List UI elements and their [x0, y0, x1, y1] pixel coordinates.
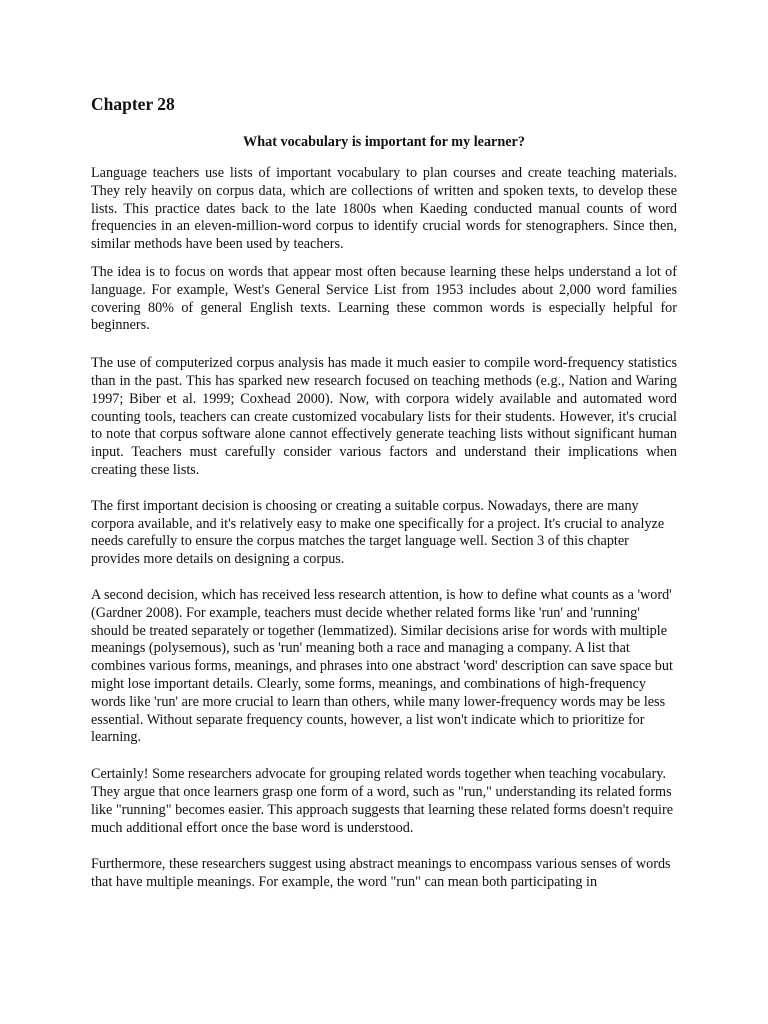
paragraph-4: The first important decision is choosing or creating a suitable corpus. Nowadays, there are many corpora available, and it's relatively easy to make one specifically for a project. It's crucial to analyze needs carefully to ensure the corpus matches the target language well. Section 3 of this chapter provides more details on designing a corpus.	[91, 497, 665, 568]
paragraph-5: A second decision, which has received less research attention, is how to define what counts as a 'word' (Gardner 2008). For example, teachers must decide whether related forms like 'run' and 'running' should be treated separately or together (lemmatized). Similar decisions arise for words with multiple meanings (polysemous), such as 'run' meaning both a race and managing a company. A list that combines various forms, meanings, and phrases into one abstract 'word' description can save space but might lose important details. Clearly, some forms, meanings, and combinations of high-frequency words like 'run' are more crucial to learn than others, while many lower-frequency words may be less essential. Without separate frequency counts, however, a list won't indicate which to prioritize for learning.	[91, 586, 673, 746]
document-page	[91, 92, 677, 892]
paragraph-6: Certainly! Some researchers advocate for grouping related words together when teaching vocabulary. They argue that once learners grasp one form of a word, such as "run," understanding its related forms like "running" becomes easier. This approach suggests that learning these related forms doesn't require much additional effort once the base word is understood.	[91, 766, 673, 836]
paragraph-3: The use of computerized corpus analysis has made it much easier to compile word-frequency statistics than in the past. This has sparked new research focused on teaching methods (e.g., Nation and Waring 1997; Biber et al. 1999; Coxhead 2000). Now, with corpora widely available and automated word counting tools, teachers can create customized vocabulary lists for their students. However, it's crucial to note that corpus software alone cannot effectively generate teaching lists without significant human input. Teachers must carefully consider various factors and understand their implications when creating these lists.	[91, 355, 677, 478]
document-title: What vocabulary is important for my learner?	[243, 134, 525, 150]
chapter-heading: Chapter 28	[91, 94, 175, 114]
paragraph-2: The idea is to focus on words that appear most often because learning these helps understand a lot of language. For example, West's General Service List from 1953 includes about 2,000 word families covering 80% of general English texts. Learning these common words is especially helpful for beginners.	[91, 263, 677, 334]
paragraph-1: Language teachers use lists of important vocabulary to plan courses and create teaching materials. They rely heavily on corpus data, which are collections of written and spoken texts, to develop these lists. This practice dates back to the late 1800s when Kaeding conducted manual counts of word frequencies in an eleven-million-word corpus to identify crucial words for stenographers. Since then, similar methods have been used by teachers.	[91, 165, 677, 253]
paragraph-7: Furthermore, these researchers suggest using abstract meanings to encompass various senses of words that have multiple meanings. For example, the word "run" can mean both participating in	[91, 856, 671, 891]
